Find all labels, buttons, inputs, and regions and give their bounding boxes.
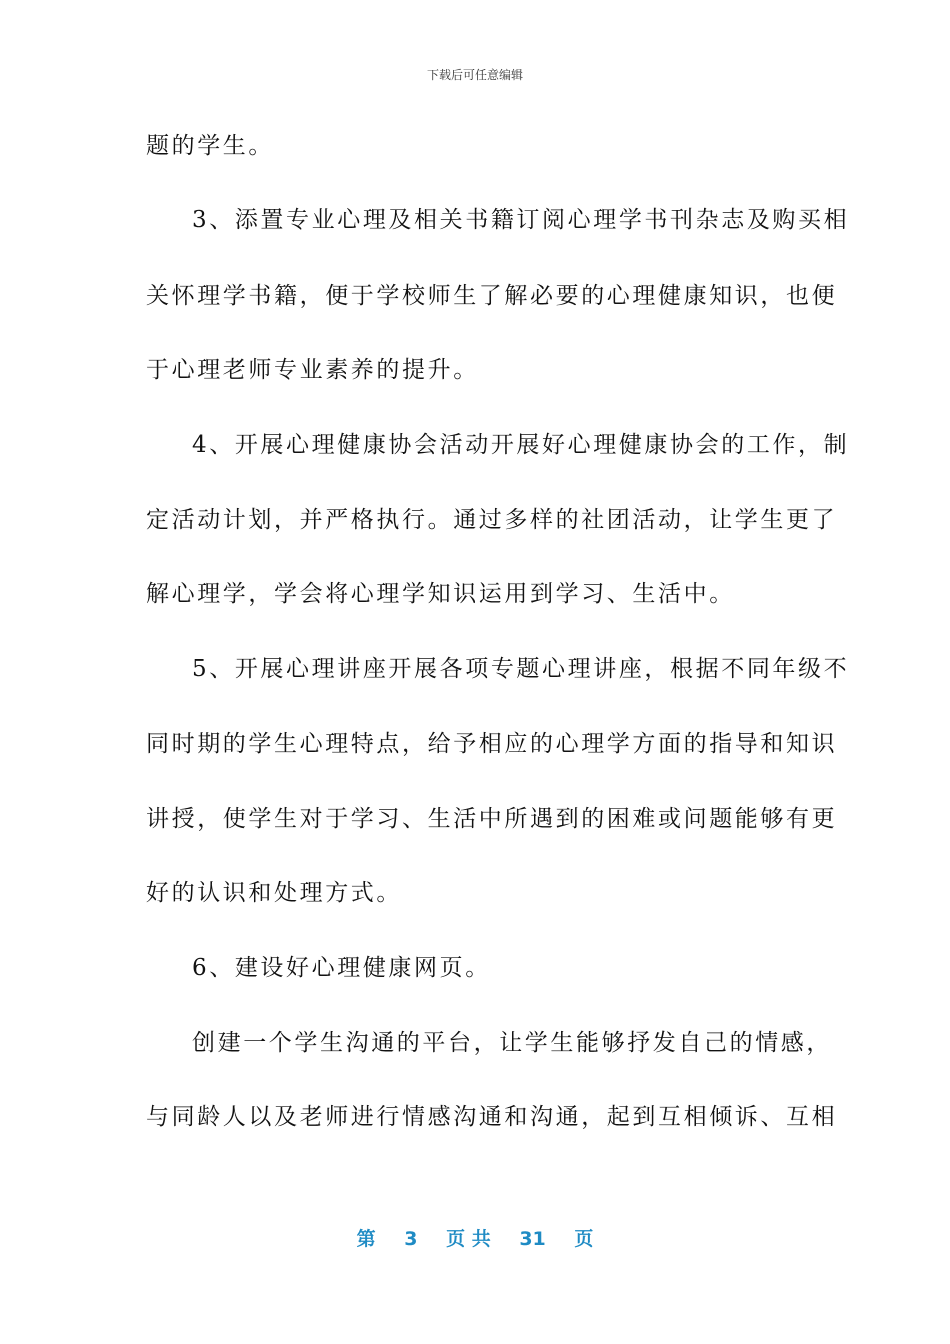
text-line: 定活动计划，并严格执行。通过多样的社团活动，让学生更了 <box>146 507 838 533</box>
footer-middle: 页 共 <box>446 1228 491 1250</box>
text-line: 3、添置专业心理及相关书籍订阅心理学书刊杂志及购买相 <box>192 207 850 233</box>
footer-suffix: 页 <box>574 1228 594 1250</box>
footer-prefix: 第 <box>356 1228 376 1250</box>
text-line: 6、建设好心理健康网页。 <box>192 955 491 981</box>
text-line: 创建一个学生沟通的平台，让学生能够抒发自己的情感， <box>192 1030 832 1056</box>
text-line: 同时期的学生心理特点，给予相应的心理学方面的指导和知识 <box>146 731 838 757</box>
footer-total-pages: 31 <box>519 1228 546 1250</box>
text-line: 与同龄人以及老师进行情感沟通和沟通，起到互相倾诉、互相 <box>146 1104 838 1130</box>
text-line: 解心理学，学会将心理学知识运用到学习、生活中。 <box>146 581 735 607</box>
page-header-note: 下载后可任意编辑 <box>426 68 523 82</box>
text-line: 题的学生。 <box>146 133 274 159</box>
text-line: 5、开展心理讲座开展各项专题心理讲座，根据不同年级不 <box>192 656 850 682</box>
text-line: 4、开展心理健康协会活动开展好心理健康协会的工作，制 <box>192 432 850 458</box>
page-footer <box>0 1224 950 1251</box>
text-line: 关怀理学书籍，便于学校师生了解必要的心理健康知识，也便 <box>146 283 838 309</box>
footer-current-page: 3 <box>404 1228 418 1250</box>
text-line: 于心理老师专业素养的提升。 <box>146 357 479 383</box>
text-line: 好的认识和处理方式。 <box>146 880 402 906</box>
text-line: 讲授，使学生对于学习、生活中所遇到的困难或问题能够有更 <box>146 806 838 832</box>
